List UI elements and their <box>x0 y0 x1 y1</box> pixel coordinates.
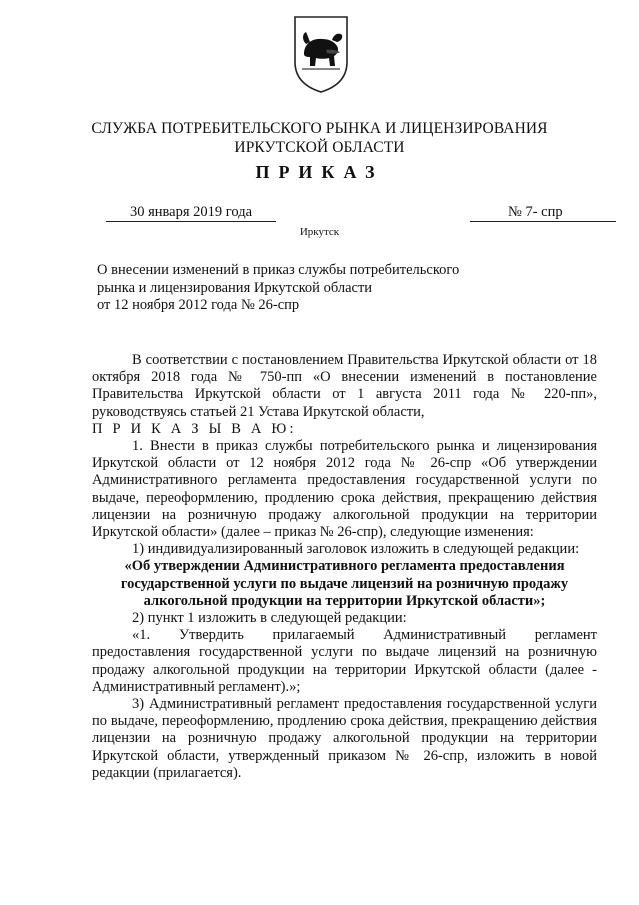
document-subject <box>97 262 517 315</box>
document-number <box>470 204 616 222</box>
organization-line-1: СЛУЖБА ПОТРЕБИТЕЛЬСКОГО РЫНКА И ЛИЦЕНЗИРОВАНИЯ <box>91 120 548 137</box>
document-number-text: № 7- спр <box>508 204 563 220</box>
document-type: ПРИКАЗ <box>255 162 384 182</box>
coat-of-arms-icon <box>292 14 350 94</box>
body-paragraph-1: 1. Внести в приказ службы потребительского рынка и лицензирования Иркутской области от 12 ноября 2012 года № 26-спр «Об утверждении Административного регламента предоставления государственной услуги по выдаче, переоформлению, продлению срока действия, прекращению действия лицензии на розничную продажу алкогольной продукции на территории Иркутской области» (далее – приказ № 26-спр), следующие изменения: <box>92 438 597 541</box>
body-paragraph-1-2-text: «1. Утвердить прилагаемый Административный регламент предоставления государственной услуги по выдаче лицензий на розничную продажу алкогольной продукции на территории Иркутской области (далее - Административный регламент).»; <box>92 627 597 695</box>
body-paragraph-1-1: 1) индивидуализированный заголовок изложить в следующей редакции: <box>132 541 580 558</box>
subject-line-2: рынка и лицензирования Иркутской области <box>97 279 373 296</box>
body-paragraph-preamble: В соответствии с постановлением Правительства Иркутской области от 18 октября 2018 года № 750-пп «О внесении изменений в постановление Правительства Иркутской области от 1 августа 2011 года № 220-пп», руководствуясь статьей 21 Устава Иркутской области, <box>92 352 597 420</box>
body-paragraph-1-2: 2) пункт 1 изложить в следующей редакции: <box>132 610 407 627</box>
subject-line-1: О внесении изменений в приказ службы потребительского <box>97 262 460 278</box>
document-city: Иркутск <box>299 226 340 238</box>
body-new-title: «Об утверждении Административного регламента предоставления государственной услуги по выдаче лицензий на розничную продажу алкогольной продукции на территории Иркутской области»; <box>120 558 569 609</box>
document-date: 30 января 2019 года <box>106 204 276 222</box>
organization-line-2: ИРКУТСКОЙ ОБЛАСТИ <box>234 139 405 156</box>
organization-name <box>0 119 639 157</box>
body-orders-heading: П Р И К А З Ы В А Ю: <box>92 420 297 437</box>
body-paragraph-1-3: 3) Административный регламент предоставления государственной услуги по выдаче, переоформлению, продлению срока действия, прекращению действия лицензии на розничную продажу алкогольной продукции на территории Иркутской области, утвержденный приказом № 26-спр, изложить в новой редакции (прилагается). <box>92 696 597 781</box>
document-body <box>92 352 597 782</box>
subject-line-3: от 12 ноября 2012 года № 26-спр <box>97 297 300 313</box>
